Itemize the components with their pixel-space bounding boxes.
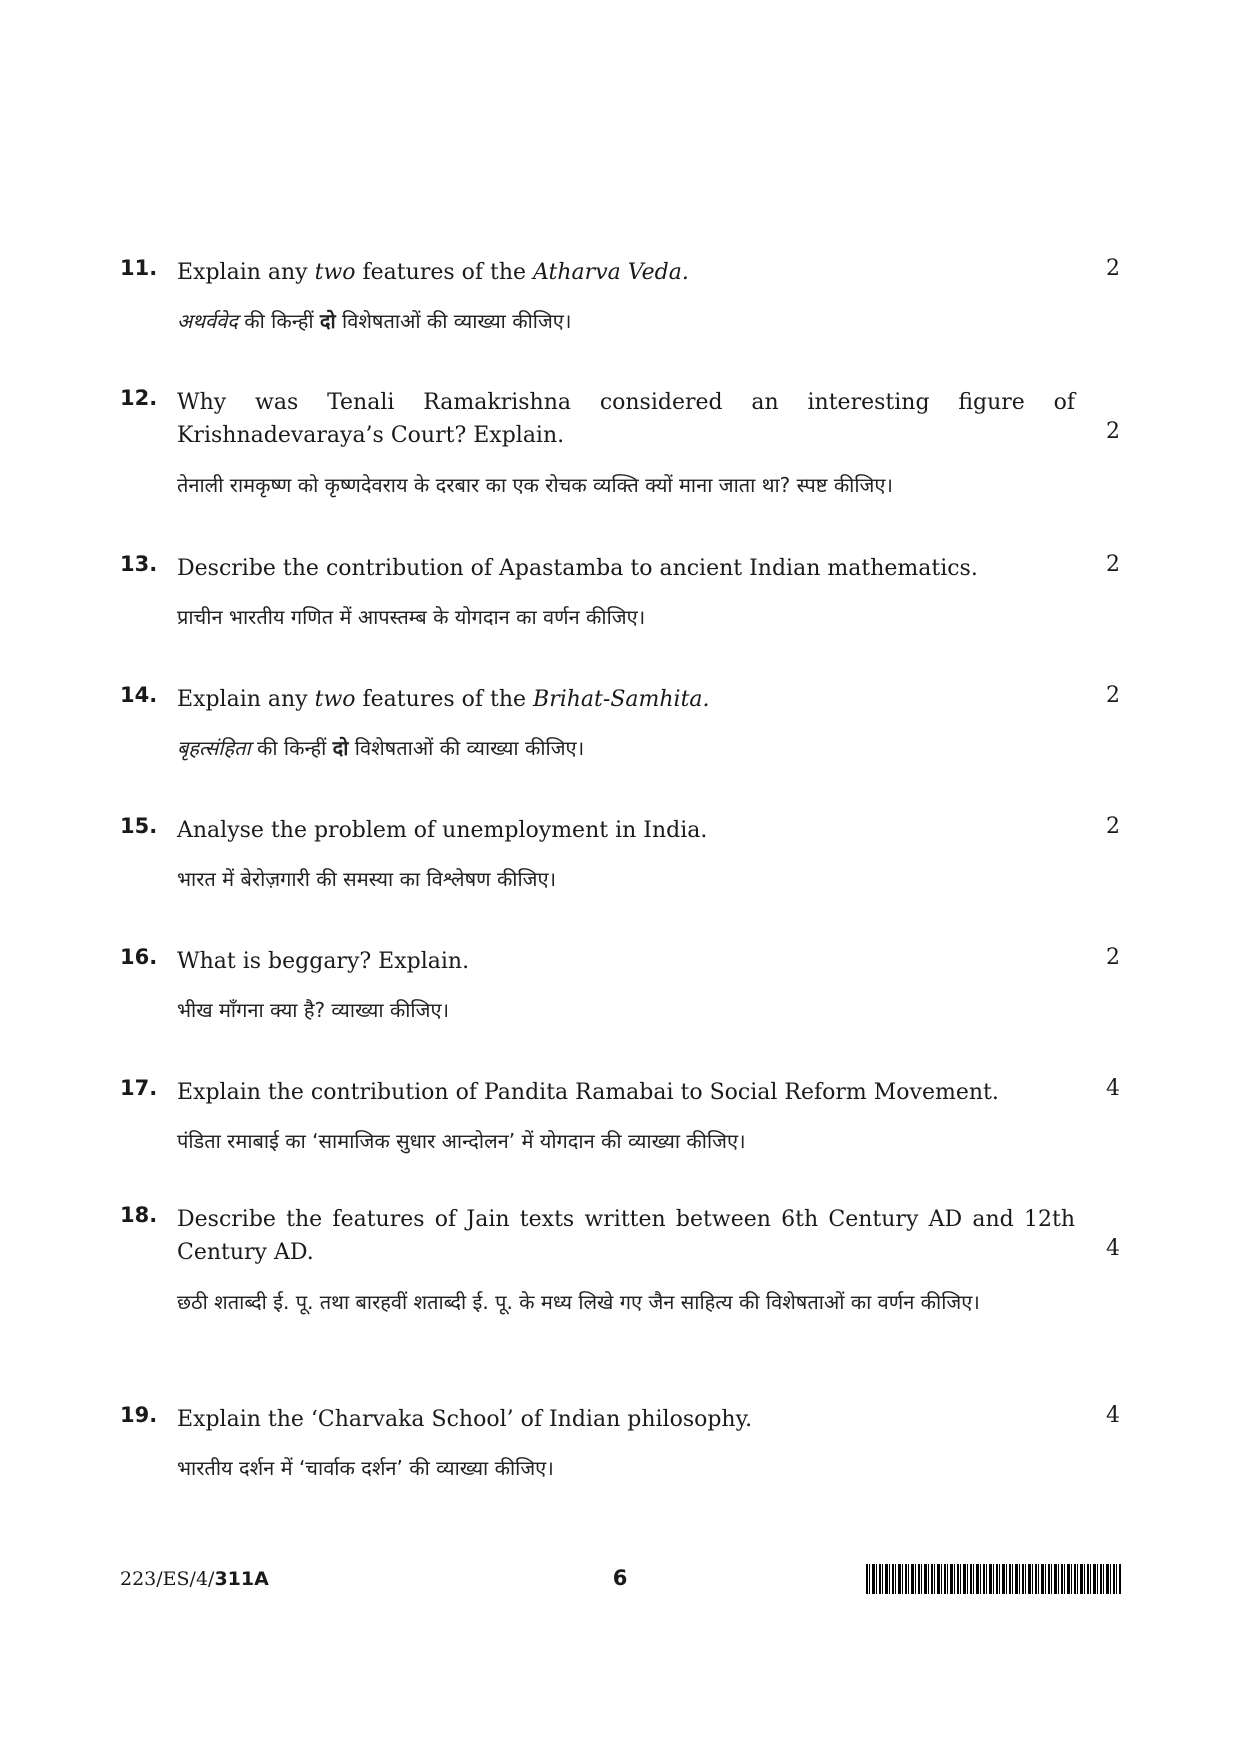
- page-number: 6: [612, 1566, 628, 1590]
- question-text-hindi: पंडिता रमाबाई का ‘सामाजिक सुधार आन्दोलन’ में योगदान की व्याख्या कीजिए।: [177, 1129, 746, 1153]
- question-marks: 2: [1106, 419, 1120, 444]
- italic-text: बृहत्संहिता: [177, 736, 251, 760]
- question-text-hindi: बृहत्संहिता की किन्हीं दो विशेषताओं की व्याख्या कीजिए।: [177, 736, 585, 760]
- italic-text: two: [314, 687, 356, 712]
- question-marks: 4: [1106, 1403, 1120, 1428]
- question-marks: 2: [1106, 552, 1120, 577]
- italic-text: two: [314, 260, 356, 285]
- question-number: 11.: [120, 256, 158, 280]
- question-text-hindi: भारतीय दर्शन में ‘चार्वाक दर्शन’ की व्याख्या कीजिए।: [177, 1456, 554, 1480]
- question-text-english: Describe the contribution of Apastamba to ancient Indian mathematics.: [177, 556, 978, 581]
- barcode-icon: [866, 1564, 1121, 1594]
- question-text-english: Explain the ‘Charvaka School’ of Indian philosophy.: [177, 1407, 753, 1432]
- question-text-english: Explain any two features of the Atharva Veda.: [177, 260, 689, 285]
- question-text-english: Why was Tenali Ramakrishna considered an interesting figure of Krishnadevaraya’s Court? Explain.: [177, 390, 1075, 448]
- question-number: 19.: [120, 1403, 158, 1427]
- question-text-hindi: भारत में बेरोज़गारी की समस्या का विश्लेषण कीजिए।: [177, 867, 557, 891]
- question-text-english: Explain any two features of the Brihat-Samhita.: [177, 687, 710, 712]
- question-text-hindi: तेनाली रामकृष्ण को कृष्णदेवराय के दरबार का एक रोचक व्यक्ति क्यों माना जाता था? स्पष्ट कीजिए।: [177, 473, 894, 497]
- question-marks: 4: [1106, 1076, 1120, 1101]
- paper-code-prefix: 223/ES/4/: [120, 1568, 215, 1590]
- question-number: 18.: [120, 1203, 158, 1227]
- question-text-hindi: छठी शताब्दी ई. पू. तथा बारहवीं शताब्दी ई. पू. के मध्य लिखे गए जैन साहित्य की विशेषताओं का वर्णन कीजिए।: [177, 1290, 980, 1314]
- question-marks: 2: [1106, 256, 1120, 281]
- question-number: 13.: [120, 552, 158, 576]
- question-number: 17.: [120, 1076, 158, 1100]
- question-text-english: What is beggary? Explain.: [177, 949, 470, 974]
- question-marks: 2: [1106, 683, 1120, 708]
- question-number: 16.: [120, 945, 158, 969]
- italic-text: अथर्ववेद: [177, 309, 238, 333]
- question-text-hindi: अथर्ववेद की किन्हीं दो विशेषताओं की व्याख्या कीजिए।: [177, 309, 572, 333]
- question-number: 15.: [120, 814, 158, 838]
- question-text-english: Analyse the problem of unemployment in India.: [177, 818, 708, 843]
- question-text-hindi: भीख माँगना क्या है? व्याख्या कीजिए।: [177, 998, 450, 1022]
- italic-text: Atharva Veda.: [533, 260, 689, 285]
- bold-text: दो: [319, 309, 336, 333]
- paper-code: [120, 1568, 269, 1590]
- question-number: 12.: [120, 386, 158, 410]
- question-text-english: Describe the features of Jain texts written between 6th Century AD and 12th Century AD.: [177, 1207, 1075, 1265]
- question-text-english: Explain the contribution of Pandita Ramabai to Social Reform Movement.: [177, 1080, 999, 1105]
- italic-text: Brihat-Samhita.: [533, 687, 710, 712]
- question-number: 14.: [120, 683, 158, 707]
- question-marks: 4: [1106, 1236, 1120, 1261]
- question-marks: 2: [1106, 814, 1120, 839]
- question-marks: 2: [1106, 945, 1120, 970]
- question-text-hindi: प्राचीन भारतीय गणित में आपस्तम्ब के योगदान का वर्णन कीजिए।: [177, 605, 646, 629]
- paper-code-bold: 311A: [214, 1568, 269, 1590]
- bold-text: दो: [332, 736, 349, 760]
